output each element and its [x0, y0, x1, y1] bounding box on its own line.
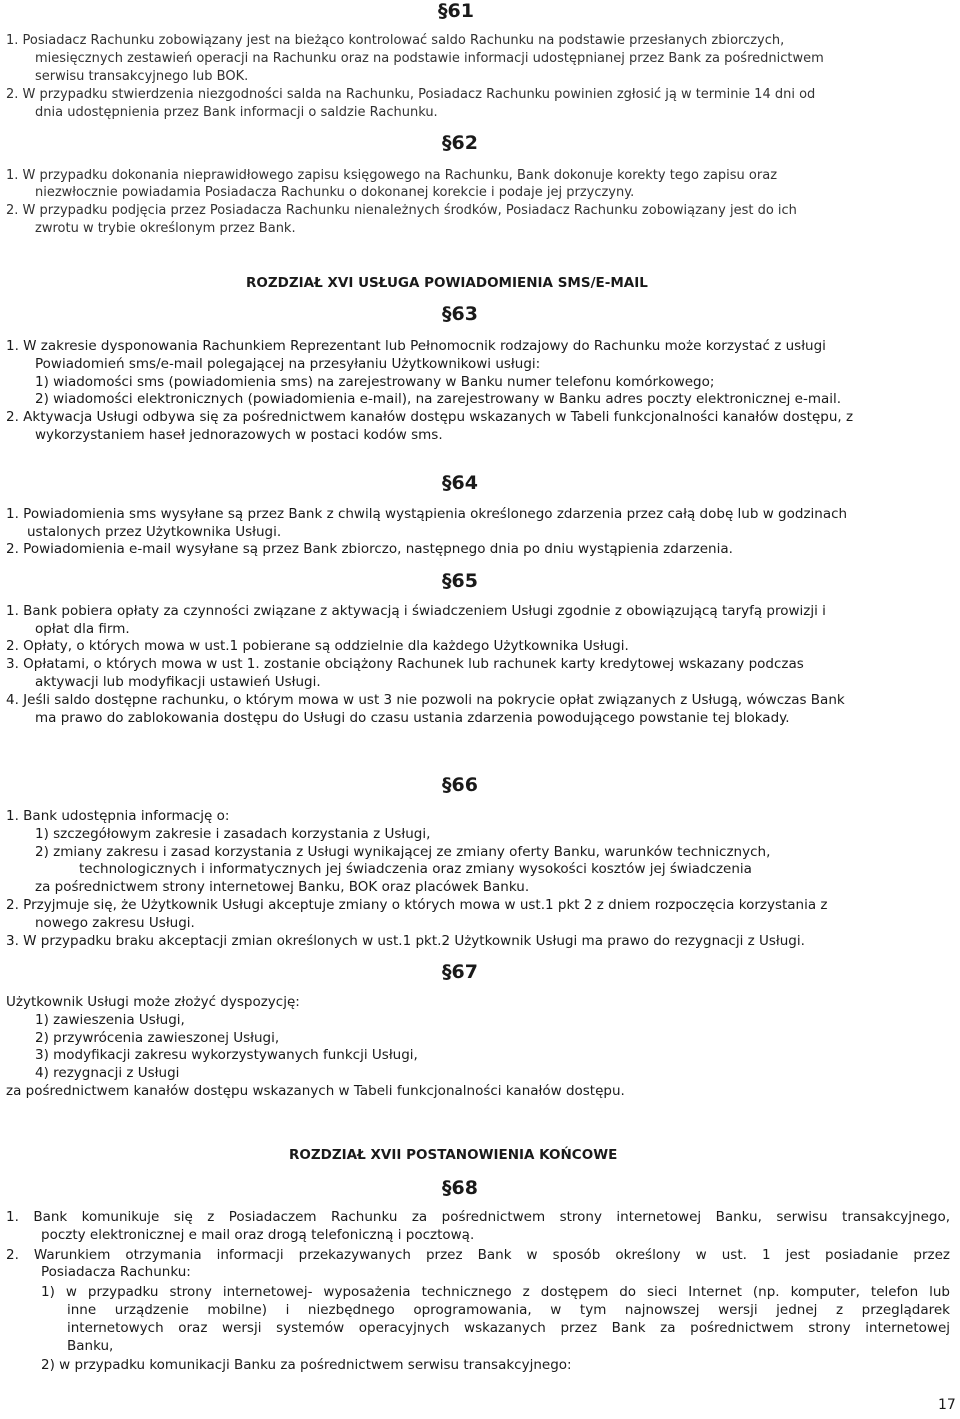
s68-line-7: internetowych oraz wersji systemów operacyjnych wskazanych przez Bank za pośrednictwem strony internetowej	[67, 1320, 950, 1336]
s62-line-3: 2. W przypadku podjęcia przez Posiadacza Rachunku nienależnych środków, Posiadacz Rachunku zobowiązany jest do ich	[6, 203, 797, 218]
s68-line-2: poczty elektronicznej e mail oraz drogą telefoniczną i pocztową.	[41, 1227, 475, 1243]
s67-line-1: Użytkownik Usługi może złożyć dyspozycję:	[6, 994, 300, 1010]
s62-line-2: niezwłocznie powiadamia Posiadacza Rachunku o dokonanej korekcie i podaje jej przyczyny.	[35, 185, 635, 200]
s68-line-4: Posiadacza Rachunku:	[41, 1264, 191, 1280]
s63-line-1: 1. W zakresie dysponowania Rachunkiem Reprezentant lub Pełnomocnik rodzajowy do Rachunku może korzystać z usługi	[6, 338, 826, 354]
s66-line-6: 2. Przyjmuje się, że Użytkownik Usługi akceptuje zmiany o których mowa w ust.1 pkt 2 z dniem rozpoczęcia korzystania z	[6, 897, 828, 913]
section-68-heading: §68	[442, 1177, 478, 1199]
s68-line-5: 1) w przypadku strony internetowej- wyposażenia technicznego z dostępem do sieci Internet (np. komputer, telefon lub	[41, 1284, 950, 1300]
s67-line-3: 2) przywrócenia zawieszonej Usługi,	[35, 1030, 280, 1046]
page-number: 17	[938, 1397, 956, 1413]
s63-line-2: Powiadomień sms/e-mail polegającej na przesyłaniu Użytkownikowi usługi:	[35, 356, 541, 372]
s61-line-2: miesięcznych zestawień operacji na Rachunku oraz na podstawie informacji udostępnianej przez Bank za pośrednictwem	[35, 51, 824, 66]
section-67-heading: §67	[442, 961, 478, 983]
s62-line-1: 1. W przypadku dokonania nieprawidłowego zapisu księgowego na Rachunku, Bank dokonuje korekty tego zapisu oraz	[6, 168, 778, 183]
s67-line-2: 1) zawieszenia Usługi,	[35, 1012, 185, 1028]
s63-line-6: wykorzystaniem haseł jednorazowych w postaci kodów sms.	[35, 427, 443, 443]
s67-line-5: 4) rezygnacji z Usługi	[35, 1065, 180, 1081]
section-61-heading: §61	[438, 0, 474, 22]
section-64-heading: §64	[442, 472, 478, 494]
s65-line-2: opłat dla firm.	[35, 621, 130, 637]
s66-line-2: 1) szczegółowym zakresie i zasadach korzystania z Usługi,	[35, 826, 431, 842]
s68-line-9: 2) w przypadku komunikacji Banku za pośrednictwem serwisu transakcyjnego:	[41, 1357, 572, 1373]
s66-line-5: za pośrednictwem strony internetowej Banku, BOK oraz placówek Banku.	[35, 879, 530, 895]
s65-line-4: 3. Opłatami, o których mowa w ust 1. zostanie obciążony Rachunek lub rachunek karty kredytowej wskazany podczas	[6, 656, 804, 672]
s62-line-4: zwrotu w trybie określonym przez Bank.	[35, 221, 296, 236]
s66-line-8: 3. W przypadku braku akceptacji zmian określonych w ust.1 pkt.2 Użytkownik Usługi ma prawo do rezygnacji z Usługi.	[6, 933, 805, 949]
s64-line-2: ustalonych przez Użytkownika Usługi.	[27, 524, 282, 540]
s68-line-8: Banku,	[67, 1338, 114, 1354]
s66-line-1: 1. Bank udostępnia informację o:	[6, 808, 230, 824]
s65-line-3: 2. Opłaty, o których mowa w ust.1 pobierane są oddzielnie dla każdego Użytkownika Usługi.	[6, 638, 629, 654]
s68-line-1: 1. Bank komunikuje się z Posiadaczem Rachunku za pośrednictwem strony internetowej Banku, serwisu transakcyjnego,	[6, 1209, 950, 1225]
s66-line-4: technologicznych i informatycznych jej świadczenia oraz zmiany wysokości kosztów jej świadczenia	[79, 861, 752, 877]
s67-line-4: 3) modyfikacji zakresu wykorzystywanych funkcji Usługi,	[35, 1047, 418, 1063]
section-66-heading: §66	[442, 774, 478, 796]
s65-line-6: 4. Jeśli saldo dostępne rachunku, o którym mowa w ust 3 nie pozwoli na pokrycie opłat związanych z Usługą, wówczas Bank	[6, 692, 845, 708]
section-65-heading: §65	[442, 570, 478, 592]
s61-line-4: 2. W przypadku stwierdzenia niezgodności salda na Rachunku, Posiadacz Rachunku powinien zgłosić ją w terminie 14 dni od	[6, 87, 816, 102]
section-62-heading: §62	[442, 132, 478, 154]
chapter-16-heading: ROZDZIAŁ XVI USŁUGA POWIADOMIENIA SMS/E-MAIL	[246, 275, 648, 291]
s63-line-3: 1) wiadomości sms (powiadomienia sms) na zarejestrowany w Banku numer telefonu komórkowego;	[35, 374, 715, 390]
s61-line-3: serwisu transakcyjnego lub BOK.	[35, 69, 249, 84]
s63-line-4: 2) wiadomości elektronicznych (powiadomienia e-mail), na zarejestrowany w Banku adres poczty elektronicznej e-mail.	[35, 391, 842, 407]
s61-line-5: dnia udostępnienia przez Bank informacji o saldzie Rachunku.	[35, 105, 438, 120]
s63-line-5: 2. Aktywacja Usługi odbywa się za pośrednictwem kanałów dostępu wskazanych w Tabeli funkcjonalności kanałów dostępu, z	[6, 409, 854, 425]
s65-line-5: aktywacji lub modyfikacji ustawień Usługi.	[35, 674, 321, 690]
chapter-17-heading: ROZDZIAŁ XVII POSTANOWIENIA KOŃCOWE	[289, 1147, 618, 1163]
s66-line-3: 2) zmiany zakresu i zasad korzystania z Usługi wynikającej ze zmiany oferty Banku, warunków technicznych,	[35, 844, 771, 860]
s66-line-7: nowego zakresu Usługi.	[35, 915, 195, 931]
s64-line-3: 2. Powiadomienia e-mail wysyłane są przez Bank zbiorczo, następnego dnia po dniu wystąpienia zdarzenia.	[6, 541, 733, 557]
s68-line-3: 2. Warunkiem otrzymania informacji przekazywanych przez Bank w sposób określony w ust. 1 jest posiadanie przez	[6, 1247, 950, 1263]
s61-line-1: 1. Posiadacz Rachunku zobowiązany jest na bieżąco kontrolować saldo Rachunku na podstawie przesłanych zbiorczych,	[6, 33, 785, 48]
s64-line-1: 1. Powiadomienia sms wysyłane są przez Bank z chwilą wystąpienia określonego zdarzenia przez całą dobę lub w godzinach	[6, 506, 848, 522]
section-63-heading: §63	[442, 303, 478, 325]
s68-line-6: inne urządzenie mobilne) i niezbędnego oprogramowania, w tym najnowszej wersji jednej z przeglądarek	[67, 1302, 950, 1318]
s65-line-1: 1. Bank pobiera opłaty za czynności związane z aktywacją i świadczeniem Usługi zgodnie z obowiązującą taryfą prowizji i	[6, 603, 826, 619]
s65-line-7: ma prawo do zablokowania dostępu do Usługi do czasu ustania zdarzenia powodującego powstanie tej blokady.	[35, 710, 790, 726]
s67-line-6: za pośrednictwem kanałów dostępu wskazanych w Tabeli funkcjonalności kanałów dostępu.	[6, 1083, 625, 1099]
